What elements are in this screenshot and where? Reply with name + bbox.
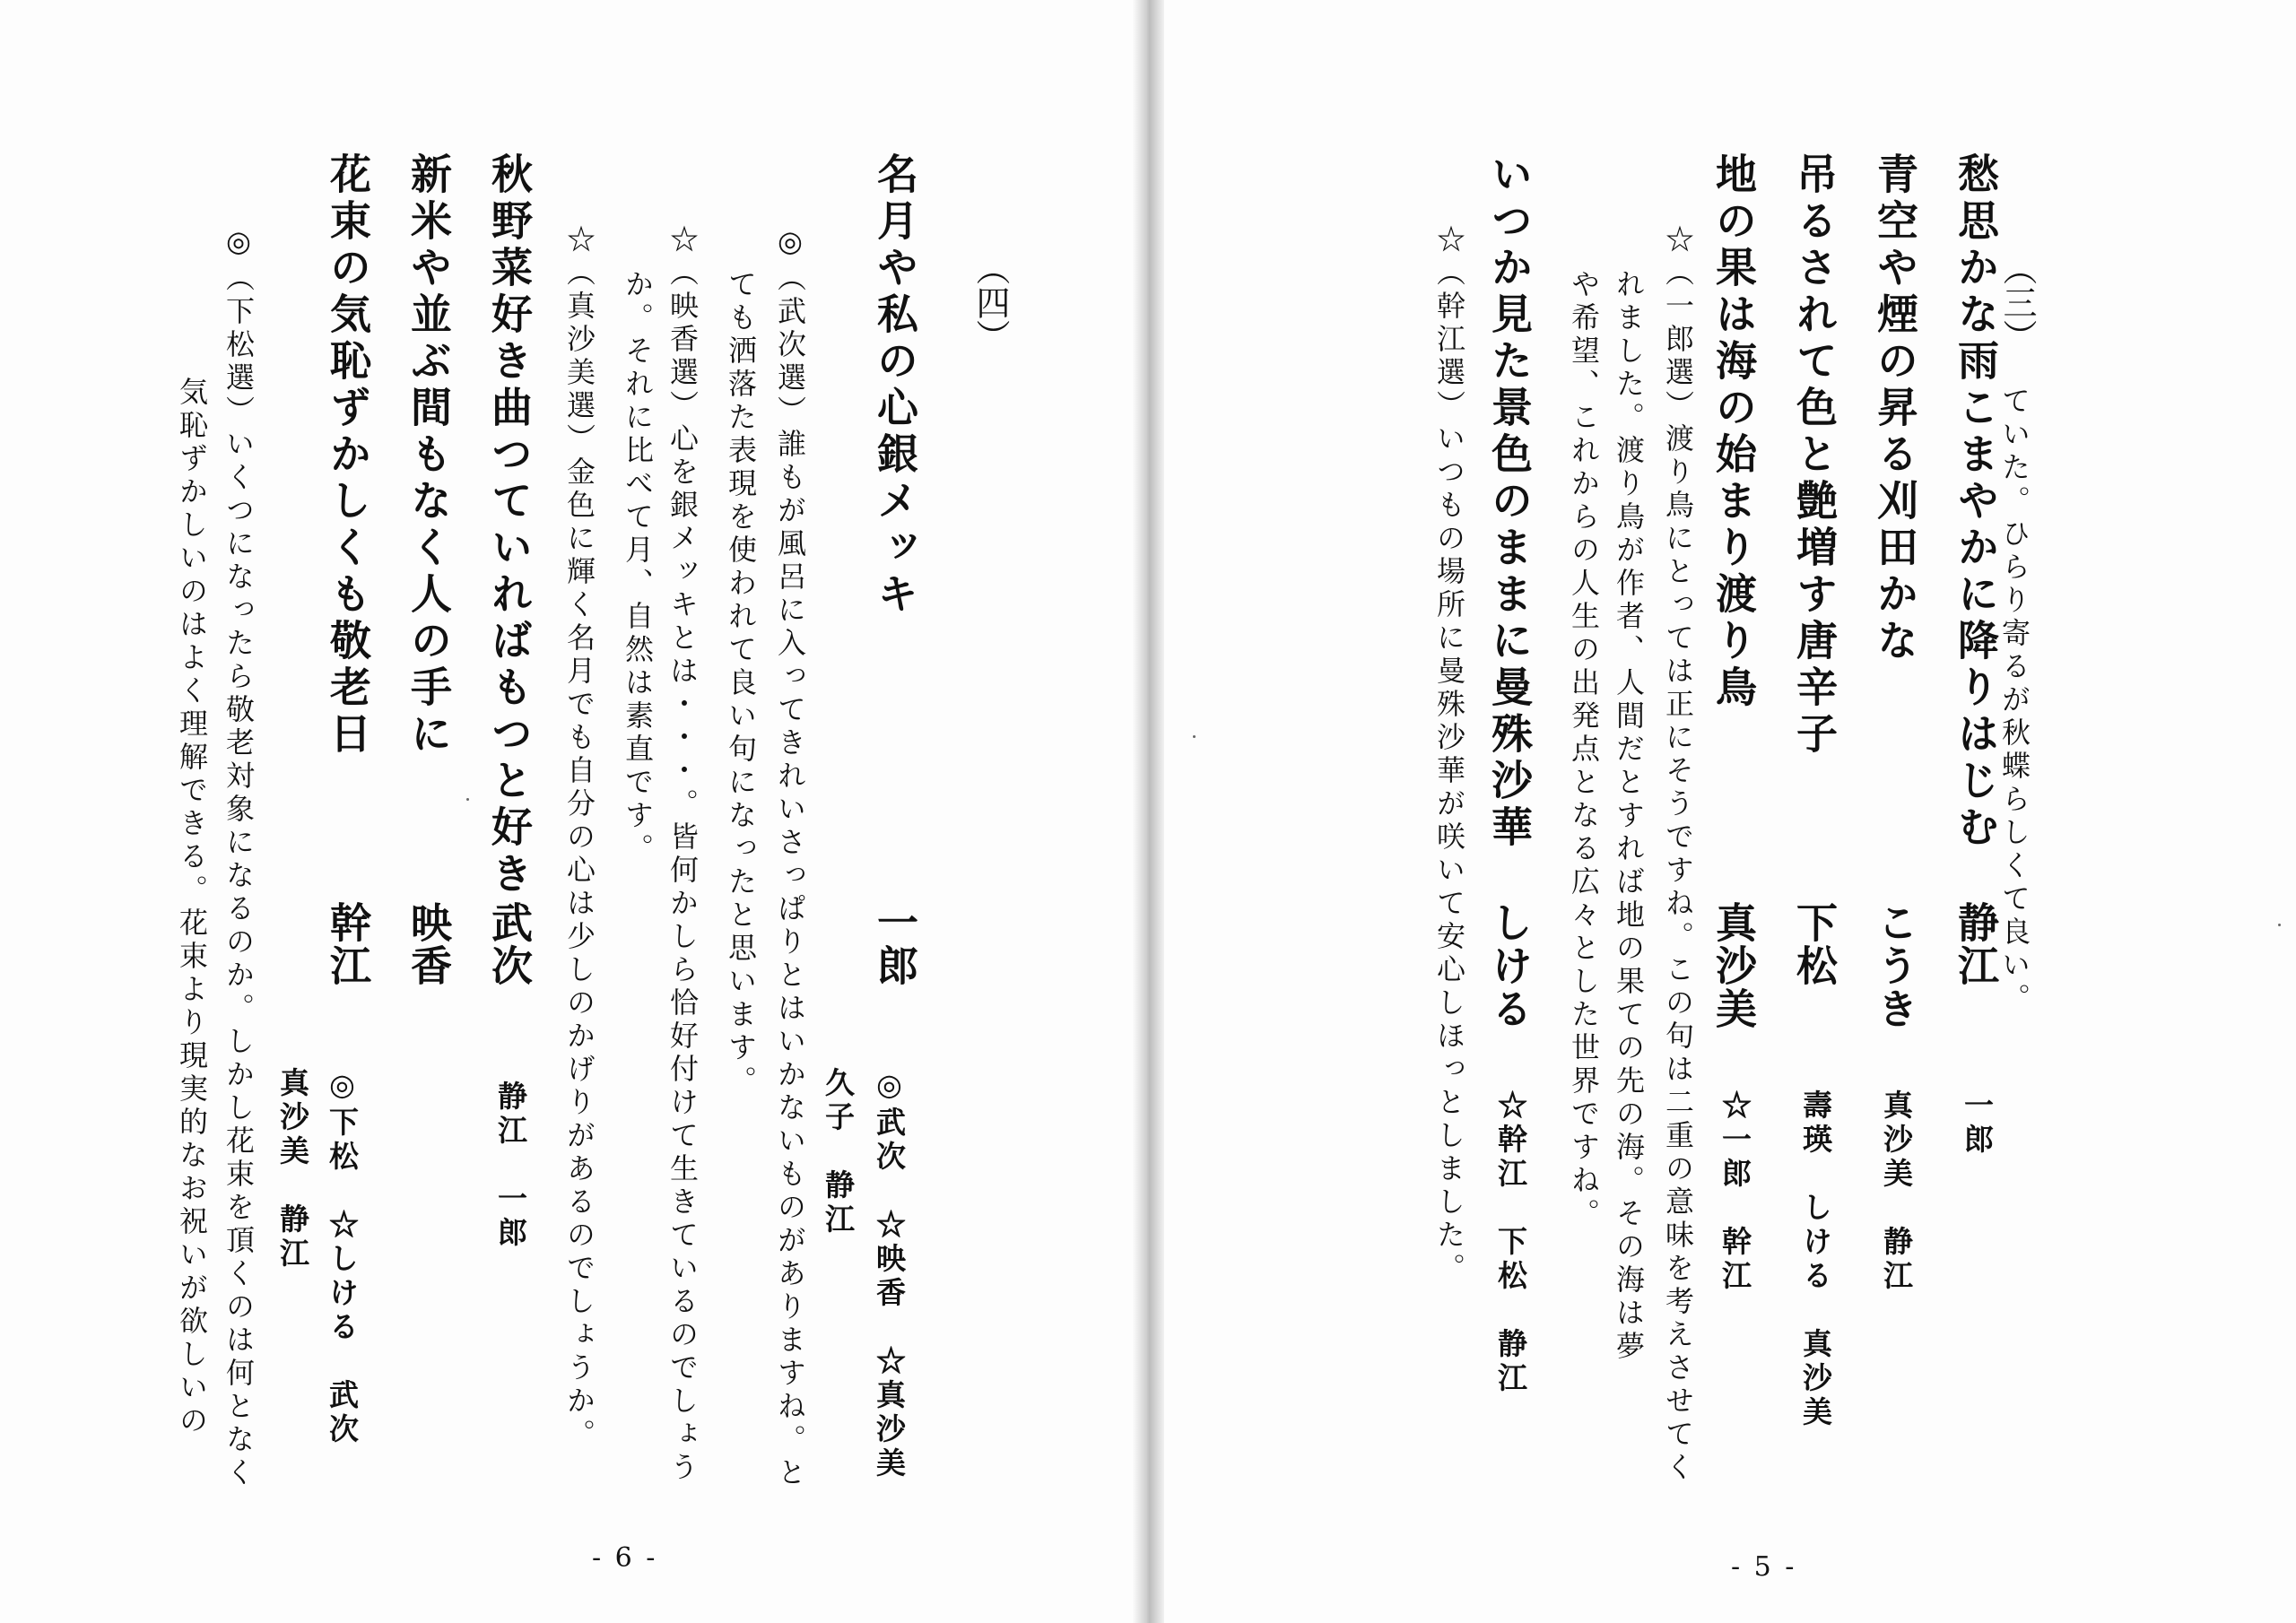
comment-line: ◎（下松選）いくつになったら敬老対象になるのか。しかし花束を頂くのは何となく: [222, 224, 256, 1490]
intro-line: ていた。ひらり寄るが秋蝶らしくて良い。: [1997, 386, 2031, 1016]
page-number: - 5 -: [1731, 1551, 1797, 1583]
haiku-author: 映香: [404, 901, 453, 987]
comment-line: れました。渡り鳥が作者、人間だとすれば地の果ての先の海。その海は夢: [1612, 269, 1646, 1364]
haiku-author: しける: [1485, 901, 1534, 1030]
haiku-author: 静江: [1952, 901, 2000, 987]
haiku-selectors: 静江 一郎: [493, 1081, 528, 1251]
haiku-selectors: 久子 静江: [821, 1067, 856, 1237]
haiku-text: 地の果は海の始まり渡り鳥: [1709, 152, 1758, 712]
haiku-selectors: 真沙美 静江: [275, 1067, 310, 1271]
scan-speck: [2278, 924, 2281, 926]
haiku-text: いつか見た景色のままに曼殊沙華: [1485, 152, 1534, 852]
comment-line: ☆（映香選）心を銀メッキとは・・・。皆何かしら恰好付けて生きているのでしょう: [665, 224, 700, 1485]
haiku-text: 青空や煙の昇る刈田かな: [1871, 152, 1919, 665]
haiku-selectors: ☆一郎 幹江: [1718, 1089, 1752, 1294]
haiku-selectors: 壽瑛 しける 真沙美: [1798, 1089, 1833, 1430]
comment-line: や希望、これからの人生の出発点となる広々とした世界ですね。: [1567, 269, 1601, 1231]
haiku-author: こうき: [1871, 901, 1919, 1030]
comment-line: ☆（一郎選）渡り鳥にとっては正にそうですね。この句は二重の意味を考えさせてく: [1661, 224, 1695, 1485]
book-gutter: [1132, 0, 1164, 1623]
haiku-author: 幹江: [324, 901, 372, 987]
haiku-author: 真沙美: [1709, 901, 1758, 1030]
haiku-author: 一郎: [871, 901, 919, 987]
haiku-author: 武次: [485, 901, 534, 987]
comment-line: ◎（武次選）誰もが風呂に入ってきれいさっぱりとはいかないものがありますね。と: [773, 224, 807, 1490]
comment-line: ても洒落た表現を使われて良い句になったと思います。: [724, 269, 758, 1098]
scan-speck: [466, 798, 469, 801]
haiku-selectors: ◎武次 ☆映香 ☆真沙美: [872, 1067, 907, 1481]
haiku-text: 名月や私の心銀メッキ: [871, 152, 919, 619]
comment-line: ☆（真沙美選）金色に輝く名月でも自分の心は少しのかげりがあるのでしょうか。: [562, 224, 596, 1452]
haiku-text: 吊るされて色と艶増す唐辛子: [1790, 152, 1839, 759]
haiku-author: 下松: [1790, 901, 1839, 987]
haiku-text: 花束の気恥ずかしくも敬老日: [324, 152, 372, 759]
section-heading-4: （四）: [970, 251, 1010, 353]
comment-line: ☆（幹江選）いつもの場所に曼殊沙華が咲いて安心しほっとしました。: [1432, 224, 1466, 1286]
comment-line: 気恥ずかしいのはよく理解できる。花束より現実的なお祝いが欲しいの: [175, 377, 209, 1438]
section-heading-3: （三）: [1997, 251, 2037, 353]
haiku-selectors: 一郎: [1960, 1089, 1995, 1158]
page-number: - 6 -: [592, 1542, 658, 1574]
haiku-text: 愁思かな雨こまやかに降りはじむ: [1952, 152, 2000, 852]
scan-speck: [1193, 735, 1196, 738]
haiku-selectors: 真沙美 静江: [1879, 1089, 1914, 1294]
haiku-selectors: ☆幹江 下松 静江: [1493, 1089, 1528, 1396]
haiku-selectors: ◎下松 ☆しける 武次: [325, 1067, 360, 1447]
comment-line: か。それに比べて月、自然は素直です。: [621, 269, 655, 866]
haiku-text: 秋野菜好き曲つていればもつと好き: [485, 152, 534, 898]
haiku-text: 新米や並ぶ間もなく人の手に: [404, 152, 453, 759]
